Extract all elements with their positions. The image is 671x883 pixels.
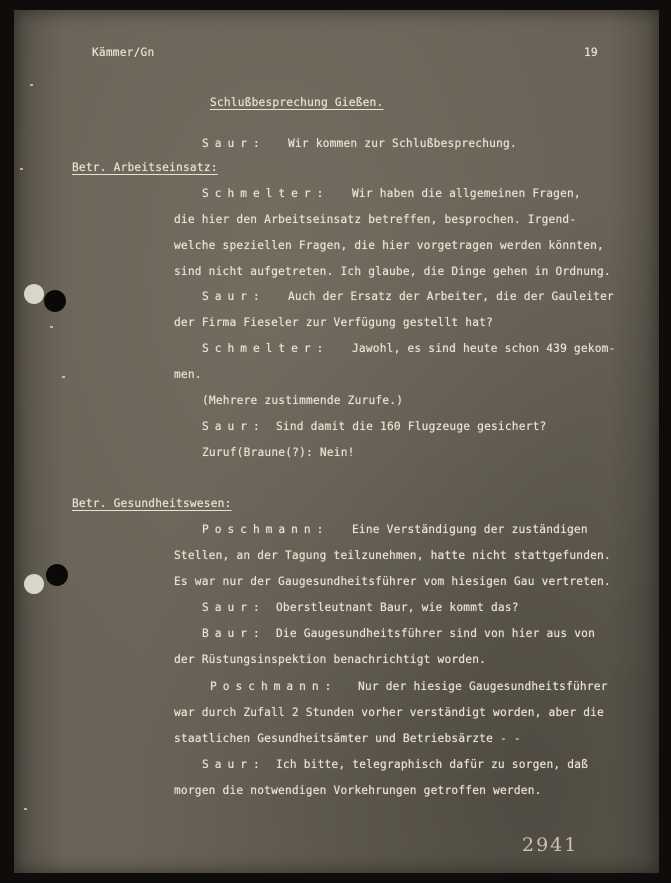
transcript-line: Ich bitte, telegraphisch dafür zu sorgen, daß [276, 758, 589, 771]
speaker-label: Baur: [202, 627, 266, 640]
speaker-label: Saur: [202, 290, 266, 303]
speck [30, 84, 33, 86]
transcript-line: Eine Verständigung der zuständigen [352, 523, 588, 536]
section-heading-arbeitseinsatz: Betr. Arbeitseinsatz: [72, 161, 218, 174]
transcript-line: Es war nur der Gaugesundheitsführer vom hiesigen Gau vertreten. [174, 575, 611, 588]
speaker-label: Saur: [202, 601, 266, 614]
transcript-line: Nur der hiesige Gaugesundheitsführer [358, 680, 608, 693]
speck [62, 376, 65, 378]
transcript-line: Wir haben die allgemeinen Fragen, [352, 187, 581, 200]
transcript-line: staatlichen Gesundheitsämter und Betriebsärzte - - [174, 732, 521, 745]
transcript-line: Sind damit die 160 Flugzeuge gesichert? [276, 420, 547, 433]
speck [20, 168, 23, 170]
transcript-line: Jawohl, es sind heute schon 439 gekom- [352, 342, 616, 355]
page-number: 19 [584, 46, 598, 59]
transcript-line: der Firma Fieseler zur Verfügung gestellt hat? [174, 316, 494, 329]
punch-hole-top [44, 290, 66, 312]
transcript-line: der Rüstungsinspektion benachrichtigt worden. [174, 653, 487, 666]
transcript-line: Stellen, an der Tagung teilzunehmen, hatte nicht stattgefunden. [174, 549, 611, 562]
archive-stamp-number: 2941 [522, 834, 579, 856]
reinforcement-ring-top [24, 284, 44, 304]
reinforcement-ring-bottom [24, 574, 44, 594]
transcript-line: Die Gaugesundheitsführer sind von hier aus von [276, 627, 596, 640]
transcript-line: Zuruf(Braune(?): Nein! [202, 446, 355, 459]
speck [24, 808, 27, 810]
transcript-line: (Mehrere zustimmende Zurufe.) [202, 394, 404, 407]
speck [50, 326, 53, 328]
transcript-line: men. [174, 368, 202, 381]
transcript-line: morgen die notwendigen Vorkehrungen getroffen werden. [174, 784, 542, 797]
speaker-label: Saur: [202, 137, 266, 150]
transcript-line: war durch Zufall 2 Stunden vorher verständigt worden, aber die [174, 706, 604, 719]
speaker-label: Saur: [202, 420, 266, 433]
speaker-label: Poschmann: [210, 680, 338, 693]
transcript-line: sind nicht aufgetreten. Ich glaube, die Dinge gehen in Ordnung. [174, 265, 611, 278]
page-title: Schlußbesprechung Gießen. [210, 96, 384, 109]
transcript-line: welche speziellen Fragen, die hier vorgetragen werden könnten, [174, 239, 604, 252]
speaker-label: Saur: [202, 758, 266, 771]
speaker-label: Poschmann: [202, 523, 330, 536]
punch-hole-bottom [46, 564, 68, 586]
transcript-line: die hier den Arbeitseinsatz betreffen, besprochen. Irgend- [174, 213, 577, 226]
header-reference: Kämmer/Gn [92, 46, 155, 59]
transcript-line: Auch der Ersatz der Arbeiter, die der Gauleiter [288, 290, 614, 303]
speaker-label: Schmelter: [202, 187, 330, 200]
speaker-label: Schmelter: [202, 342, 330, 355]
section-heading-gesundheitswesen: Betr. Gesundheitswesen: [72, 497, 232, 510]
transcript-line: Oberstleutnant Baur, wie kommt das? [276, 601, 519, 614]
transcript-line: Wir kommen zur Schlußbesprechung. [288, 137, 517, 150]
